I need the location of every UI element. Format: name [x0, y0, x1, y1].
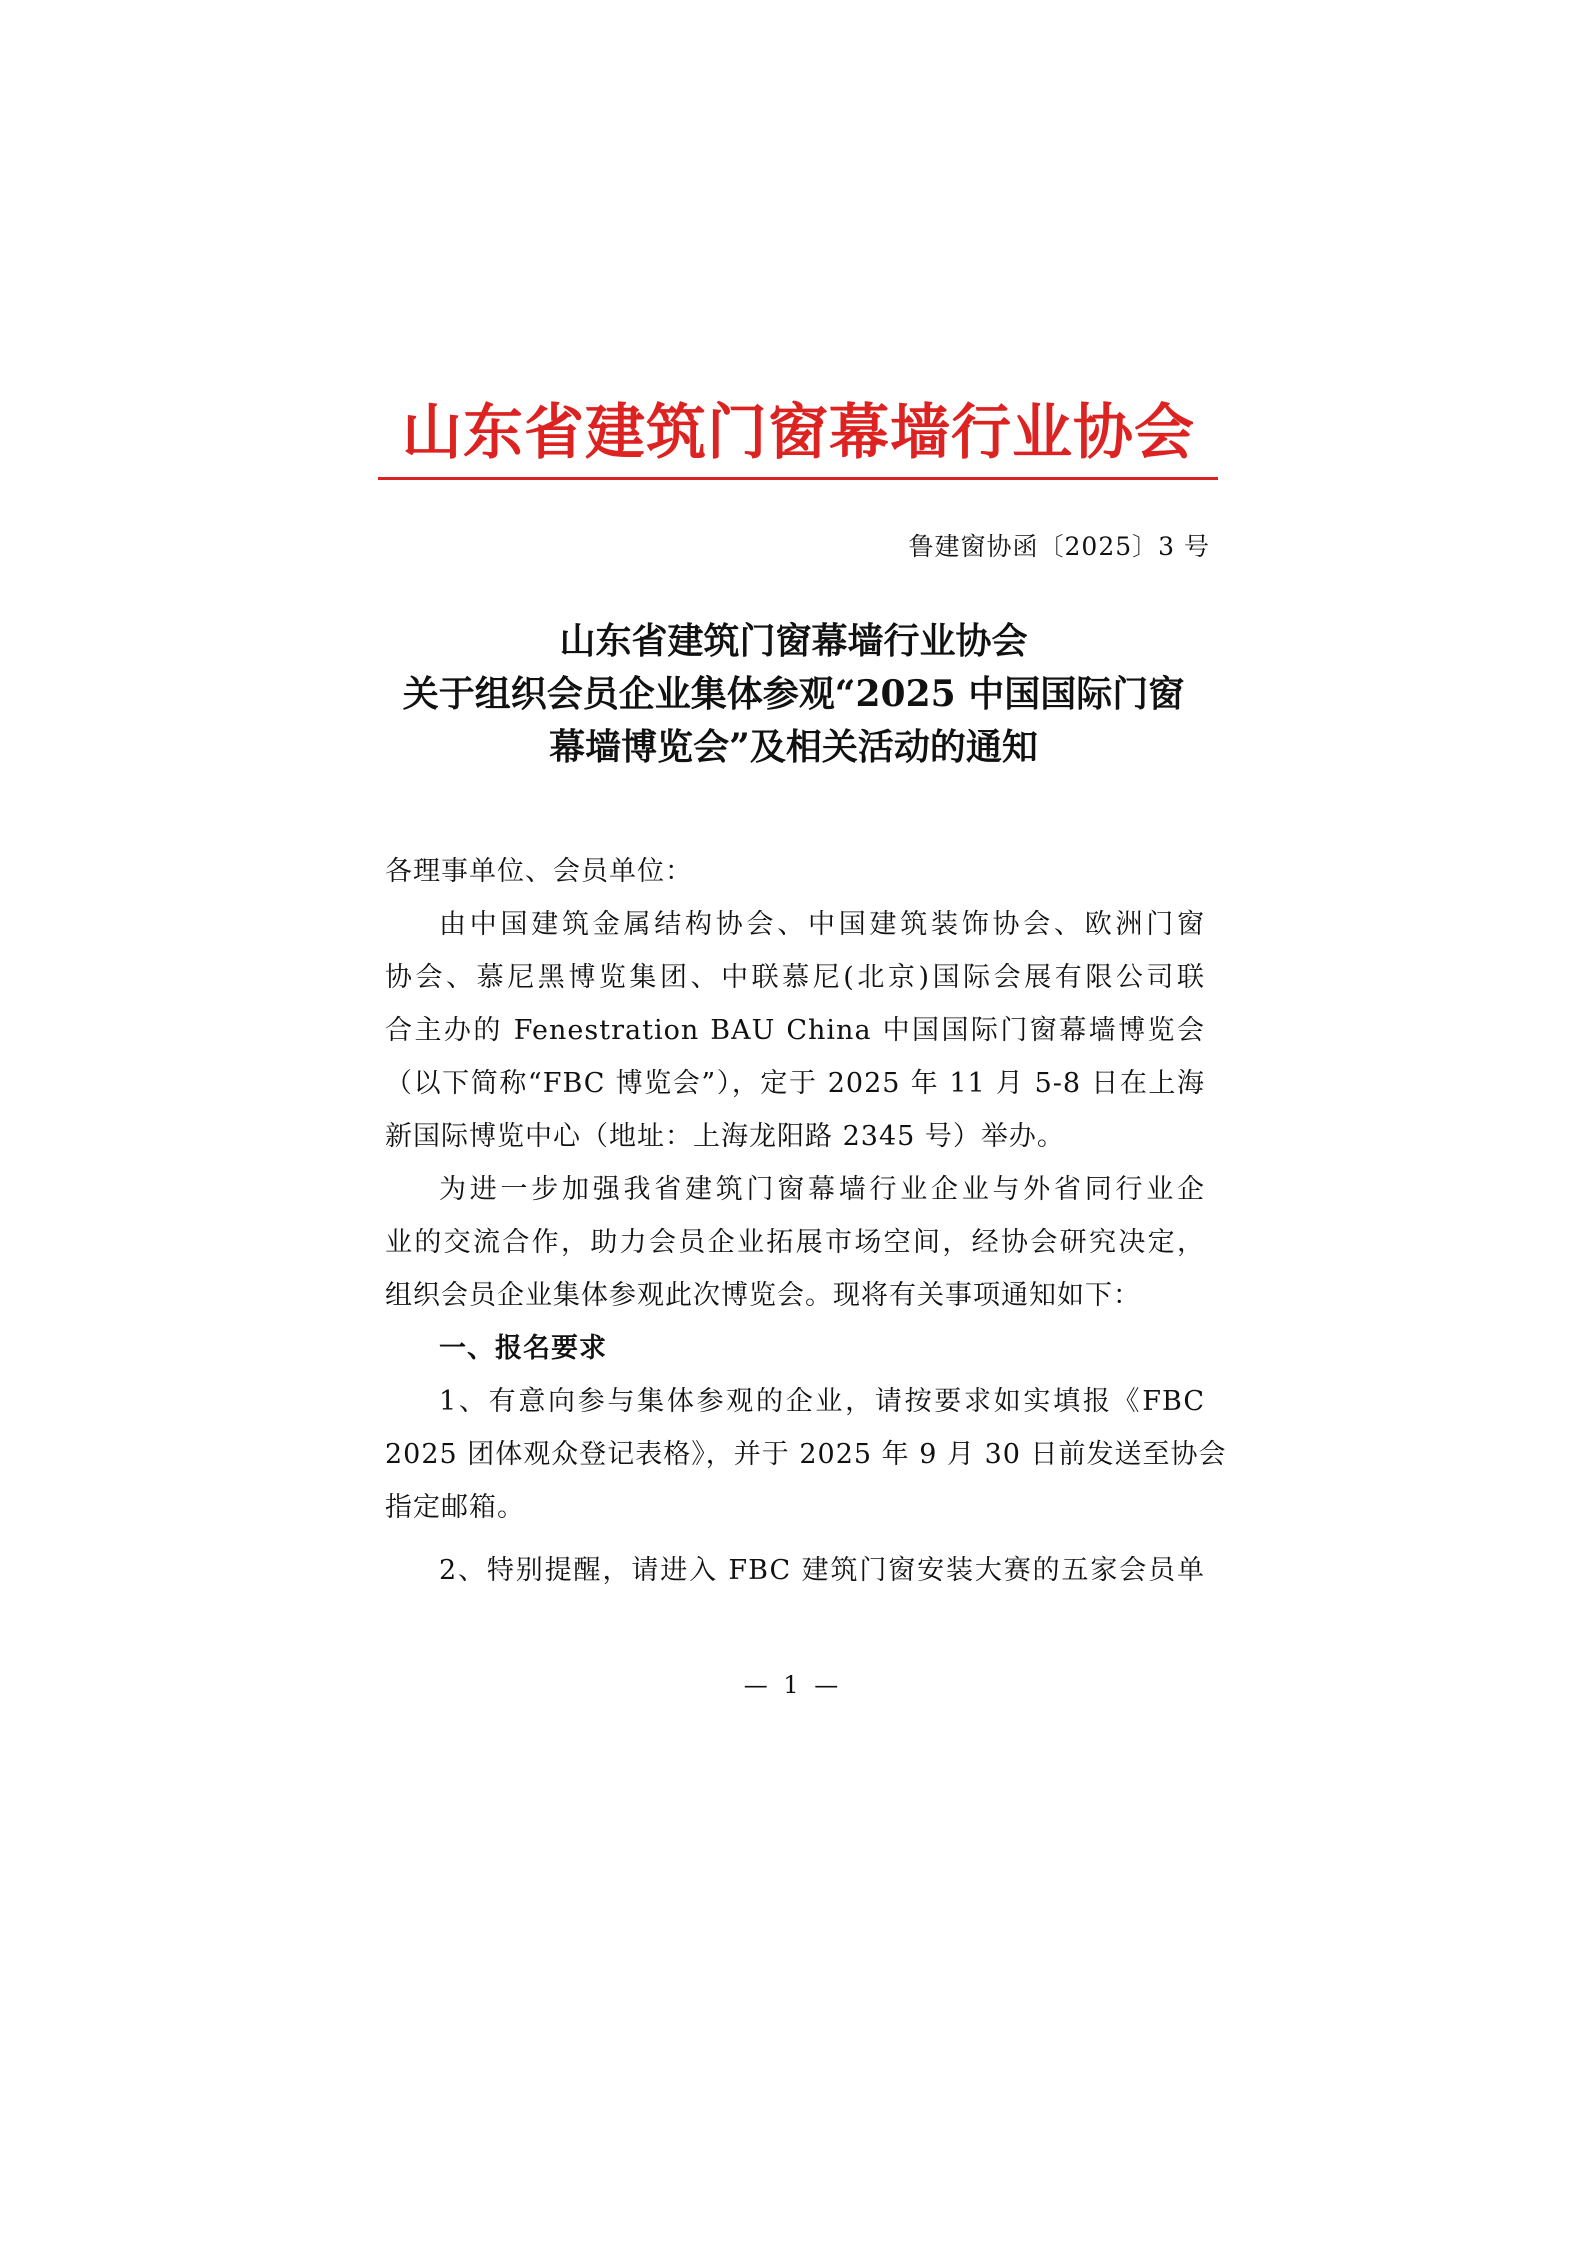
item-2	[385, 1544, 1205, 1597]
item-1	[385, 1375, 1227, 1534]
notice-body	[385, 845, 1227, 1597]
letterhead-red-rule	[378, 477, 1218, 480]
notice-title	[300, 615, 1287, 774]
paragraph-line: 协会、慕尼黑博览集团、中联慕尼(北京)国际会展有限公司联	[385, 962, 1205, 993]
title-line-1: 山东省建筑门窗幕墙行业协会	[559, 620, 1028, 662]
letterhead-title: 山东省建筑门窗幕墙行业协会	[402, 398, 1195, 468]
paragraph-line: 2、特别提醒，请进入 FBC 建筑门窗安装大赛的五家会员单	[439, 1555, 1205, 1586]
paragraph-line: 由中国建筑金属结构协会、中国建筑装饰协会、欧洲门窗	[439, 909, 1205, 940]
title-line-2: 关于组织会员企业集体参观“2025 中国国际门窗	[402, 673, 1185, 715]
paragraph-line: （以下简称“FBC 博览会”），定于 2025 年 11 月 5-8 日在上海	[385, 1068, 1205, 1099]
paragraph-line: 2025 团体观众登记表格》，并于 2025 年 9 月 30 日前发送至协会	[385, 1439, 1227, 1470]
section-heading-1: 一、报名要求	[439, 1333, 607, 1364]
paragraph-line: 合主办的 Fenestration BAU China 中国国际门窗幕墙博览会	[385, 1015, 1205, 1046]
document-number: 鲁建窗协函〔2025〕3 号	[908, 532, 1210, 561]
paragraph-line: 1、有意向参与集体参观的企业，请按要求如实填报《FBC	[439, 1386, 1205, 1417]
salutation: 各理事单位、会员单位：	[385, 856, 693, 887]
page-number: — 1 —	[743, 1671, 843, 1699]
paragraph-line: 新国际博览中心（地址：上海龙阳路 2345 号）举办。	[385, 1121, 1065, 1152]
paragraph-1	[385, 898, 1205, 1163]
paragraph-line: 业的交流合作，助力会员企业拓展市场空间，经协会研究决定，	[385, 1227, 1205, 1258]
paragraph-line: 组织会员企业集体参观此次博览会。现将有关事项通知如下：	[385, 1280, 1141, 1311]
paragraph-2	[385, 1163, 1205, 1322]
paragraph-line: 为进一步加强我省建筑门窗幕墙行业企业与外省同行业企	[439, 1174, 1205, 1205]
paragraph-line: 指定邮箱。	[385, 1492, 525, 1523]
title-line-3: 幕墙博览会”及相关活动的通知	[549, 726, 1038, 768]
